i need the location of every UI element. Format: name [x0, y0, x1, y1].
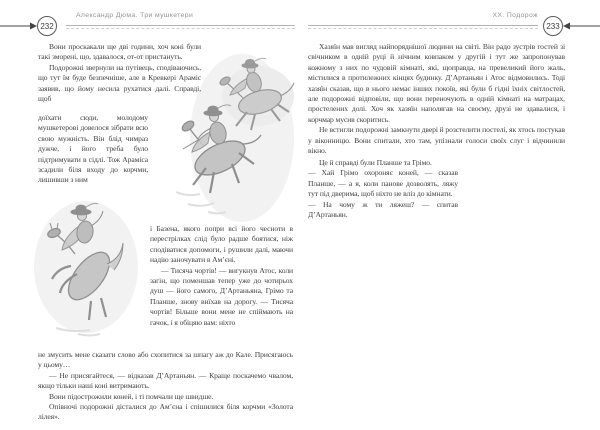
body-paragraph: — Хай Грімо охороняє коней, — сказав Планше, — а я, коли панове дозволять, ляжу тут під дверима, щоб ніхто не вліз до кімнати. [308, 168, 458, 199]
left-header-rule-dashed [66, 28, 295, 29]
left-text-column-narrow [38, 113, 148, 186]
left-text-beside-illustration [150, 224, 293, 328]
left-page-number-label: 232 [40, 21, 54, 31]
body-paragraph: Це й справді були Планше та Грімо. [319, 158, 432, 167]
left-page-number [37, 16, 57, 36]
body-paragraph: Не встигли подорожні замкнути двері й розстелити постелі, як хтось постукав у віконницю. Вони спитали, хто там, упізнали голоси своїх слуг і відчинили вікно. [308, 125, 565, 156]
body-paragraph: Вони проскакали ще дві години, хоч коні були такі зморені, що, здавалося, от-от пристануть. [38, 42, 201, 62]
right-pagenum-arrow [562, 20, 600, 32]
left-text-bottom [38, 350, 293, 423]
left-running-title: Александр Дюма. Три мушкетери [76, 12, 194, 19]
body-paragraph: — На чому ж ти ляжеш? — спитав Д’Артаньян. [308, 199, 458, 220]
right-page-number-label: 233 [546, 21, 560, 31]
body-paragraph: не змусить мене сказати слово або схопитися за шпагу аж до Кале. Присягаюсь у цьому… [38, 350, 293, 370]
body-paragraph: Вони підострожили коней, і ті помчали ще швидше. [49, 391, 214, 401]
right-text-beside-sign [308, 158, 458, 220]
left-header-rule [66, 25, 295, 26]
body-paragraph: — Тисяча чортів! — вигукнув Атос, коли загін, що поменшав тепер уже до чотирьох душ — його самого, Д’Артаньяна, Грімо та Планше, знову виїхав на дорогу. — Тисяча чортів! Більше вони мене не спіймають на гачок, і я обіцяю вам: ніхто [150, 265, 293, 327]
right-text-top [308, 42, 565, 156]
body-paragraph: — Не присягайтеся, — відказав Д’Артаньян. — Краще поскачемо чвалом, якщо тільки наші коні витримають. [38, 370, 293, 391]
right-header-rule-dashed [308, 28, 538, 29]
right-running-title: ХХ. Подорож [492, 12, 538, 19]
body-paragraph: Хазяїн мав вигляд найпоряднішої людини на світі. Він радо зустрів гостей зі свічником в одній руці й нічним ковпаком у другій і тут же запропонував кожному з них по чудовій кімнаті, які, щоправда, на превеликий його жаль, містилися в протилежних кінцях будинку. Д’Артаньян і Атос відмовились. Тоді хазяїн сказав, що в нього немає інших покоїв, які були б гідні їхніх світлостей, але подорожні відповіли, що вони переночують в одній кімнаті на матрацах, простелених долі. Хоч як хазяїн наполягав на своєму, друзі не здавалися, і корчмар мусив скоритись. [308, 42, 565, 124]
right-page [300, 0, 600, 430]
body-paragraph: доїхати сюди, молодому мушкетерові довелося зібрати всю свою мужність. Він блід чимраз дужче, і його треба було підтримувати в сідлі. Тож Араміса зсадили біля входу до корчми, лишивши з ним [38, 113, 148, 185]
right-header-rule [308, 25, 538, 26]
left-text-column-top [38, 42, 201, 104]
body-paragraph: Подорожні звернули на путівець, сподіваючись, що тут їм буде безпечніше, але в Кревкері Араміс заявив, що йому несила рухатися далі. Справді, щоб [38, 62, 201, 104]
body-paragraph: Опівночі подорожні дісталися до Ам’єна і спішилися біля корчми «Золота лілея». [38, 402, 293, 422]
rearing-horse-rider-illustration [26, 172, 150, 340]
body-paragraph: і Базена, якого попри всі його чесноти в перестрілках слід було радше боятися, ніж сподіватися допомоги, і рушили далі, маючи надію заночувати в Ам’єні. [150, 224, 293, 265]
left-pagenum-arrow [0, 20, 38, 32]
right-page-number [543, 16, 563, 36]
